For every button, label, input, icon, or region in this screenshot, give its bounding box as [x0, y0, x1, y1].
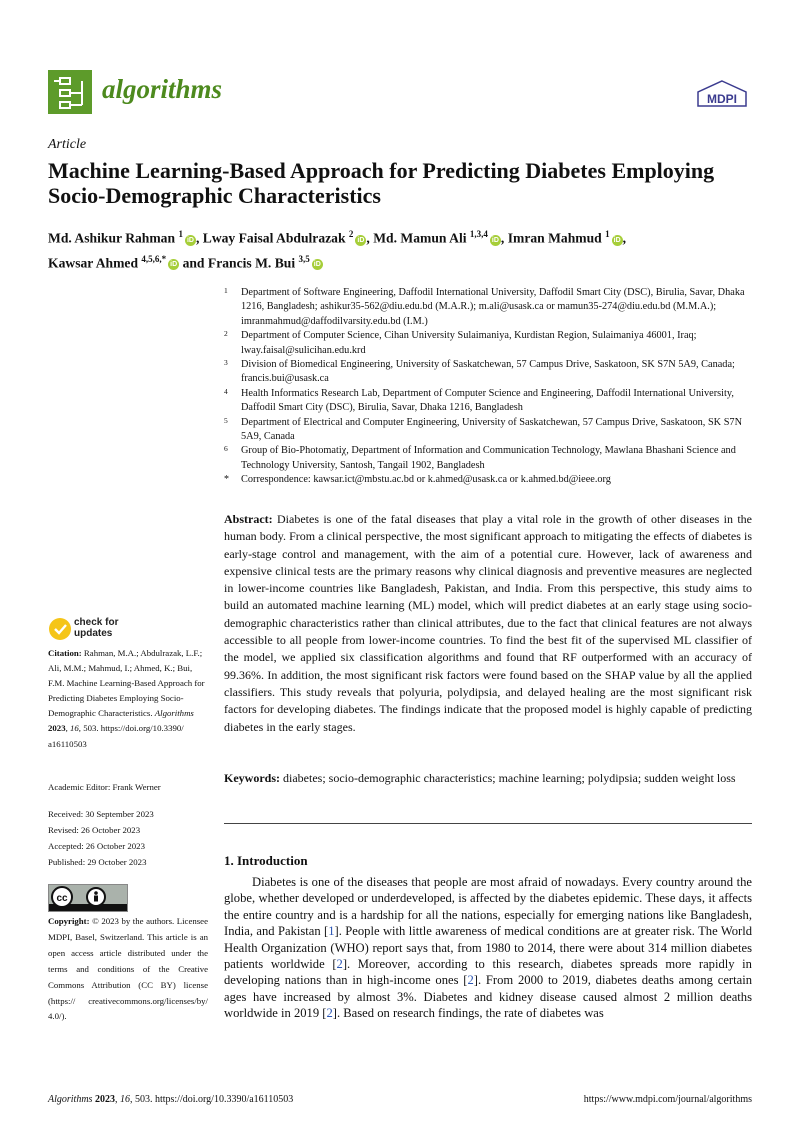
journal-name: algorithms [102, 74, 223, 104]
affiliation-number: 6 [224, 444, 228, 454]
affiliation-text: Group of Bio-Photomatiχ, Department of Information and Communication Technology, Mawlana Bhashani Science and Technology University, Santosh, Tangail 1902, Bangladesh [241, 445, 736, 471]
reference-link[interactable]: 2 [467, 973, 474, 988]
affiliation-item [224, 387, 756, 416]
intro-text: ]. From 2000 to 2019, diabetes deaths among certain ages have increased by almost 3%. Diabetes and kidney disease caused almost 2 million deaths worldwide in 2019 [ [224, 973, 753, 1021]
article-type: Article [48, 137, 87, 152]
orcid-icon[interactable]: iD [170, 261, 178, 269]
citation-label: Citation: [48, 648, 82, 658]
author-name: Md. Ashikur Rahman [48, 230, 176, 246]
author-name: Kawsar Ahmed [48, 255, 139, 271]
section-divider [224, 823, 752, 824]
affiliation-text: Division of Biomedical Engineering, University of Saskatchewan, 57 Campus Drive, Saskatoon, SK S7N 5A9, Canada; francis.bui@usask.ca [241, 359, 735, 385]
copyright-label: Copyright: [48, 916, 90, 926]
author-affiliation-mark: 1,3,4 [469, 229, 488, 239]
introduction-paragraph [224, 874, 752, 1022]
correspondence-mark: * [224, 474, 229, 486]
affiliation-text: Department of Electrical and Computer Engineering, University of Saskatchewan, 57 Campus Drive, Saskatoon, SK S7N 5A9, Canada [241, 416, 743, 443]
keywords-label: Keywords: [224, 771, 280, 785]
svg-text:cc: cc [56, 893, 68, 904]
received-date: Received: 30 September 2023 [48, 809, 154, 819]
check-for-updates-label [74, 617, 118, 639]
affiliation-item [224, 358, 756, 387]
orcid-icon[interactable]: iD [313, 261, 321, 269]
affiliations [224, 286, 756, 488]
author-name: Imran Mahmud [507, 230, 602, 246]
affiliation-text: Health Informatics Research Lab, Department of Computer Science and Engineering, Daffodil International University, Daffodil Smart City (DSC), Birulia, Savar, Dhaka 1216, Bangladesh [241, 387, 734, 414]
affiliation-text: Department of Computer Science, Cihan University Sulaimaniya, Kurdistan Region, Sulaimaniya 46001, Iraq; lway.faisal@sulicihan.edu.krd [241, 330, 697, 356]
author-affiliation-mark: 4,5,6,* [141, 253, 167, 264]
footer-volume: 16 [119, 1094, 130, 1105]
keywords-text: diabetes; socio-demographic characteristics; machine learning; polydipsia; sudden weight loss [283, 771, 736, 785]
check-for-updates-icon [48, 616, 72, 642]
correspondence-text: Correspondence: kawsar.ict@mbstu.ac.bd or k.ahmed@usask.ca or k.ahmed.bd@ieee.org [241, 474, 611, 486]
citation-journal: Algorithms [154, 708, 194, 719]
author-affiliation-mark: 1 [605, 229, 610, 239]
mdpi-logo [694, 80, 750, 110]
affiliation-text: Department of Software Engineering, Daffodil International University, Daffodil Smart City (DSC), Birulia, Savar, Dhaka 1216, Bangladesh; ashikur35-562@diu.edu.bd (M.A.R.); m.ali@usask.ca or mamun35-274@diu.edu.bd (M.M.A.); imranmahmud@daffodilvarsity.edu.bd (I.M.) [241, 287, 745, 327]
intro-text: ]. Based on research findings, the rate of diabetes was [332, 1006, 604, 1021]
footer-journal: Algorithms [48, 1094, 93, 1105]
orcid-icon[interactable]: iD [613, 236, 621, 244]
revised-date: Revised: 26 October 2023 [48, 825, 141, 835]
affiliation-item [224, 286, 756, 329]
section-heading: 1. Introduction [224, 853, 308, 868]
affiliation-number: 2 [224, 329, 228, 339]
author-affiliation-mark: 1 [178, 229, 183, 239]
affiliation-item [224, 416, 756, 445]
intro-text: Diabetes is one of the diseases that people are most afraid of nowadays. Every country around the globe, whether developed or underdeveloped, is affected by the diabetes epidemic. These days, it affects the entire country and is a hardship for all the nations, especially for emerging nations like Bangladesh, India, and Pakistan [ [224, 875, 752, 939]
footer-doi[interactable]: , 503. https://doi.org/10.3390/a16110503 [129, 1094, 294, 1105]
affiliation-number: 5 [224, 415, 228, 425]
check-for-updates-button[interactable] [48, 616, 198, 642]
affiliation-item [224, 444, 756, 473]
correspondence [224, 473, 756, 487]
academic-editor: Academic Editor: Frank Werner [48, 782, 161, 792]
citation-block: Citation: Rahman, M.A.; Abdulrazak, L.F.; Ali, M.M.; Mahmud, I.; Ahmed, K.; Bui, F.M. Machine Learning-Based Approach for Predicting Diabetes Employing Socio-Demographic Characteristics. Algorithms 2023, 16, 503. https://doi.org/10.3390/ a16110503 [48, 648, 205, 749]
orcid-icon[interactable]: iD [186, 236, 194, 244]
author-affiliation-mark: 2 [348, 229, 354, 239]
author-list: Md. Ashikur Rahman $^1$iD , Lway Faisal Abdulrazak $^2$iD , Md. Mamun Ali $^{1,3,4}$iD , Imran Mahmud $^1$iD , Kawsar Ahmed $^{4,5,6,*}$iD and Francis M. Bui $^{3,5}$iD [48, 229, 627, 271]
abstract [224, 511, 752, 736]
footer-year: 2023 [94, 1094, 115, 1105]
footer-citation: Algorithms 2023, 16, 503. https://doi.org/10.3390/a16110503 [48, 1094, 294, 1105]
accepted-date: Accepted: 26 October 2023 [48, 841, 145, 851]
affiliation-number: 3 [224, 358, 228, 368]
citation-text: Rahman, M.A.; Abdulrazak, L.F.; Ali, M.M.; Mahmud, I.; Ahmed, K.; Bui, F.M. Machine Learning-Based Approach for Predicting Diabetes Employing Socio-Demographic Characteristics. [48, 648, 205, 719]
orcid-icon[interactable]: iD [357, 236, 365, 244]
citation-volume: 16 [70, 723, 79, 734]
affiliation-item [224, 329, 756, 358]
footer-journal-url[interactable]: https://www.mdpi.com/journal/algorithms [583, 1094, 752, 1105]
keywords [224, 770, 752, 787]
reference-link[interactable]: 2 [326, 1006, 333, 1021]
article-title: Machine Learning-Based Approach for Predicting Diabetes Employing Socio-Demographic Characteristics [48, 158, 715, 208]
check-updates-line2: updates [74, 628, 113, 639]
intro-text: ]. People with little awareness of medical conditions are at greater risk. The World Health Organization (WHO) report says that, from 1980 to 2014, there were about 314 million diabetes patients worldwide [ [224, 924, 752, 972]
check-updates-line1: check for [74, 617, 119, 628]
orcid-icon[interactable]: iD [491, 236, 499, 244]
author-affiliation-mark: 3,5 [298, 253, 310, 264]
abstract-label: Abstract: [224, 512, 273, 526]
citation-doi[interactable]: , 503. https://doi.org/10.3390/ a16110503 [48, 723, 184, 749]
copyright-block [48, 914, 208, 1025]
journal-logo-icon [48, 70, 92, 114]
author-name: Lway Faisal Abdulrazak [202, 230, 346, 246]
reference-link[interactable]: 1 [328, 924, 335, 939]
reference-link[interactable]: 2 [336, 957, 343, 972]
citation-year: 2023 [48, 723, 66, 734]
author-name: Francis M. Bui [207, 255, 296, 271]
affiliation-number: 4 [224, 386, 228, 396]
affiliation-number: 1 [224, 286, 228, 295]
author-name: Md. Mamun Ali [373, 230, 467, 246]
intro-text: ]. Moreover, according to this research, diabetes spreads more rapidly in developing nations than in high-income ones [ [224, 957, 752, 988]
published-date: Published: 29 October 2023 [48, 857, 147, 867]
publisher-name: MDPI [707, 92, 737, 106]
cc-license-badge[interactable] [48, 884, 128, 912]
abstract-text: Diabetes is one of the fatal diseases that play a vital role in the growth of other diseases in the human body. From a clinical perspective, the most significant approach to mitigating the effects of diabetes is early-stage control and management, with the aim of a potential cure. However, lack of awareness and expensive clinical tests are the primary reasons why clinical diagnosis and preventive measures are neglected in lower-income countries like Bangladesh, Pakistan, and India. From this perspective, this study aims to build an automated machine learning (ML) model, which will predict diabetes at an early stage using socio-demographic characteristics rather than clinical attributes, due to the fact that clinical features are not always accessible to all people from lower-income countries. To find the best fit of the supervised ML classifier of the model, we applied six classification algorithms and found that RF outperformed with an accuracy of 99.36%. In addition, the most significant risk factors were found based on the SHAP value by all the applied classifiers. This study reveals that polyuria, polydipsia, and delayed healing are the most significant risk factors for developing diabetes. The findings indicate that the proposed model is highly capable of predicting diabetes in the early stages. [224, 512, 753, 734]
copyright-text: © 2023 by the authors. Licensee MDPI, Basel, Switzerland. This article is an open access article distributed under the terms and conditions of the Creative Commons Attribution (CC BY) license (https:// creativecommons.org/licenses/by/ 4.0/). [48, 916, 208, 1022]
